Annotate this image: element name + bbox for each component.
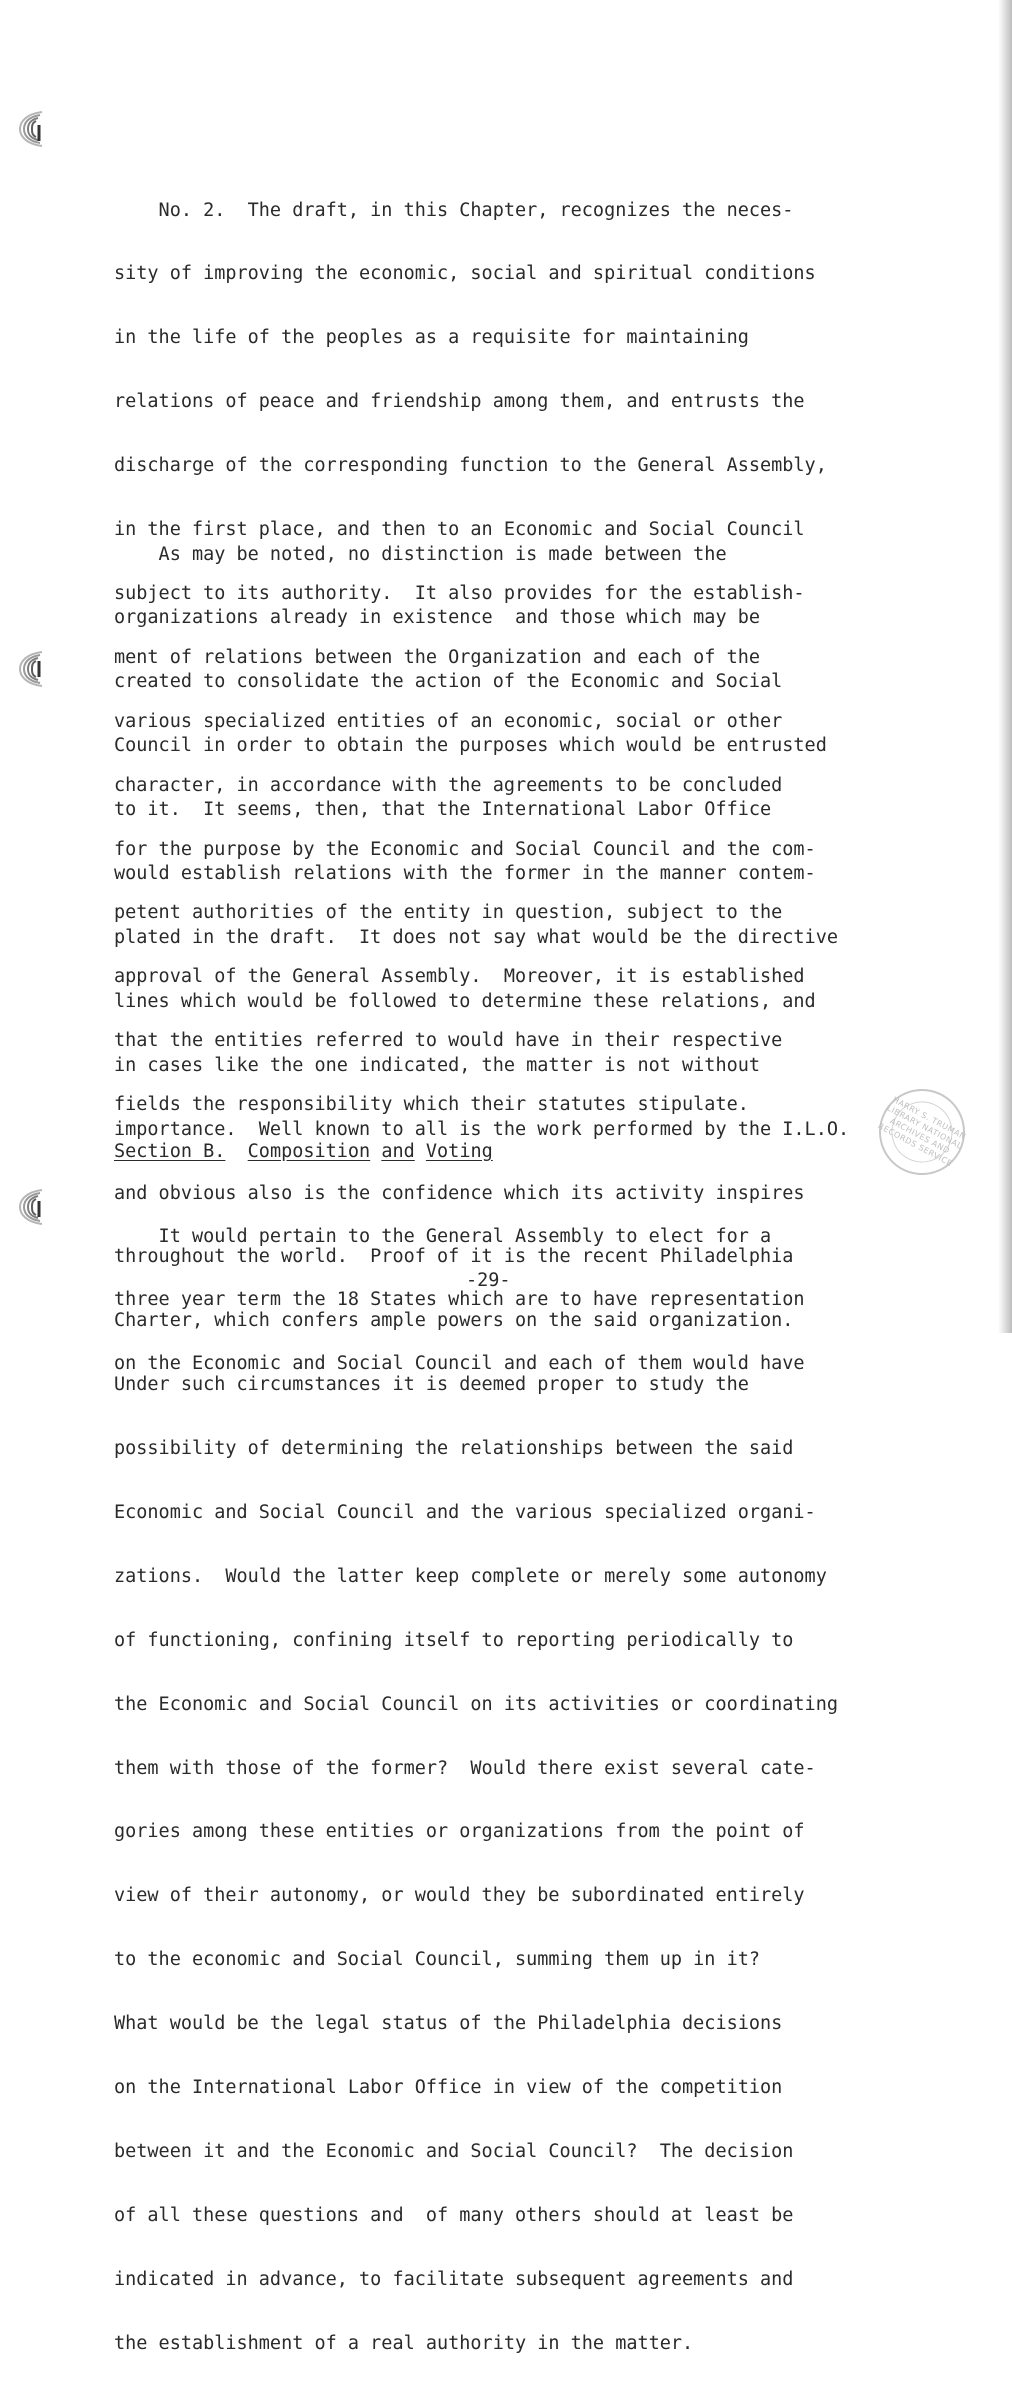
text-line: Under such circumstances it is deemed proper to study the bbox=[114, 1374, 749, 1396]
punch-hole-icon bbox=[6, 1186, 46, 1228]
text-line: plated in the draft. It does not say what would be the directive bbox=[114, 926, 838, 948]
text-line: on the International Labor Office in view of the competition bbox=[114, 2076, 783, 2098]
text-line: As may be noted, no distinction is made between the bbox=[114, 543, 727, 565]
punch-hole-icon bbox=[6, 108, 46, 150]
text-line: It would pertain to the General Assembly to elect for a bbox=[114, 1225, 772, 1247]
text-line: and obvious also is the confidence which its activity inspires bbox=[114, 1182, 805, 1204]
page-edge-shadow bbox=[998, 0, 1012, 1333]
text-line: Economic and Social Council and the various specialized organi- bbox=[114, 1501, 816, 1523]
text-line: of all these questions and of many others should at least be bbox=[114, 2204, 794, 2226]
text-line: to it. It seems, then, that the International Labor Office bbox=[114, 799, 772, 821]
text-line: the Economic and Social Council on its activities or coordinating bbox=[114, 1693, 838, 1715]
text-line: gories among these entities or organizations from the point of bbox=[114, 1821, 805, 1843]
text-line: the establishment of a real authority in the matter. bbox=[114, 2332, 694, 2354]
text-line: What would be the legal status of the Philadelphia decisions bbox=[114, 2013, 783, 2035]
paragraph-composition bbox=[114, 1183, 954, 1417]
text-line: of functioning, confining itself to reporting periodically to bbox=[114, 1629, 794, 1651]
text-line: throughout the world. Proof of it is the recent Philadelphia bbox=[114, 1246, 794, 1268]
stamp-text: HARRY S. TRUMAN LIBRARY NATIONAL ARCHIVES AND RECORDS SERVICE bbox=[876, 1095, 968, 1169]
punch-hole-icon bbox=[6, 648, 46, 690]
text-line: Council in order to obtain the purposes which would be entrusted bbox=[114, 735, 827, 757]
text-line: them with those of the former? Would there exist several cate- bbox=[114, 1757, 816, 1779]
text-line: in the life of the peoples as a requisite for maintaining bbox=[114, 327, 749, 349]
section-label: Section B. bbox=[114, 1141, 226, 1162]
section-title-word: and bbox=[381, 1141, 415, 1162]
text-line: between it and the Economic and Social Council? The decision bbox=[114, 2140, 794, 2162]
text-line: ment of relations between the Organization and each of the bbox=[114, 646, 761, 668]
text-line: character, in accordance with the agreements to be concluded bbox=[114, 774, 783, 796]
text-line: possibility of determining the relationships between the said bbox=[114, 1438, 794, 1460]
text-line: lines which would be followed to determine these relations, and bbox=[114, 990, 816, 1012]
text-line: petent authorities of the entity in question, subject to the bbox=[114, 902, 783, 924]
text-line: relations of peace and friendship among them, and entrusts the bbox=[114, 391, 805, 413]
text-line: No. 2. The draft, in this Chapter, recognizes the neces- bbox=[114, 199, 794, 221]
paragraph-ilo-discussion bbox=[114, 501, 954, 2396]
page-number: -29- bbox=[466, 1270, 511, 1291]
text-line: to the economic and Social Council, summing them up in it? bbox=[114, 1949, 761, 1971]
text-line: various specialized entities of an economic, social or other bbox=[114, 710, 783, 732]
text-line: Charter, which confers ample powers on the said organization. bbox=[114, 1310, 794, 1332]
text-line: zations. Would the latter keep complete or merely some autonomy bbox=[114, 1565, 827, 1587]
text-line: in cases like the one indicated, the matter is not without bbox=[114, 1054, 761, 1076]
text-line: view of their autonomy, or would they be subordinated entirely bbox=[114, 1885, 805, 1907]
text-line: sity of improving the economic, social and spiritual conditions bbox=[114, 263, 816, 285]
text-line: three year term the 18 States which are to have representation bbox=[114, 1289, 805, 1311]
section-title-word: Voting bbox=[425, 1141, 493, 1162]
text-line: subject to its authority. It also provides for the establish- bbox=[114, 582, 805, 604]
text-line: would establish relations with the former in the manner contem- bbox=[114, 863, 816, 885]
text-line: in the first place, and then to an Economic and Social Council bbox=[114, 519, 805, 541]
text-line: approval of the General Assembly. Moreover, it is established bbox=[114, 966, 805, 988]
text-line: created to consolidate the action of the Economic and Social bbox=[114, 671, 783, 693]
text-line: organizations already in existence and those which may be bbox=[114, 607, 761, 629]
section-heading bbox=[114, 1141, 493, 1163]
text-line: for the purpose by the Economic and Social Council and the com- bbox=[114, 838, 816, 860]
text-line: fields the responsibility which their statutes stipulate. bbox=[114, 1094, 749, 1116]
section-title-word: Composition bbox=[247, 1141, 371, 1162]
text-line: indicated in advance, to facilitate subsequent agreements and bbox=[114, 2268, 794, 2290]
text-line: that the entities referred to would have in their respective bbox=[114, 1030, 783, 1052]
text-line: on the Economic and Social Council and each of them would have bbox=[114, 1353, 805, 1375]
text-line: importance. Well known to all is the work performed by the I.L.O. bbox=[114, 1118, 850, 1140]
text-line: discharge of the corresponding function to the General Assembly, bbox=[114, 455, 827, 477]
